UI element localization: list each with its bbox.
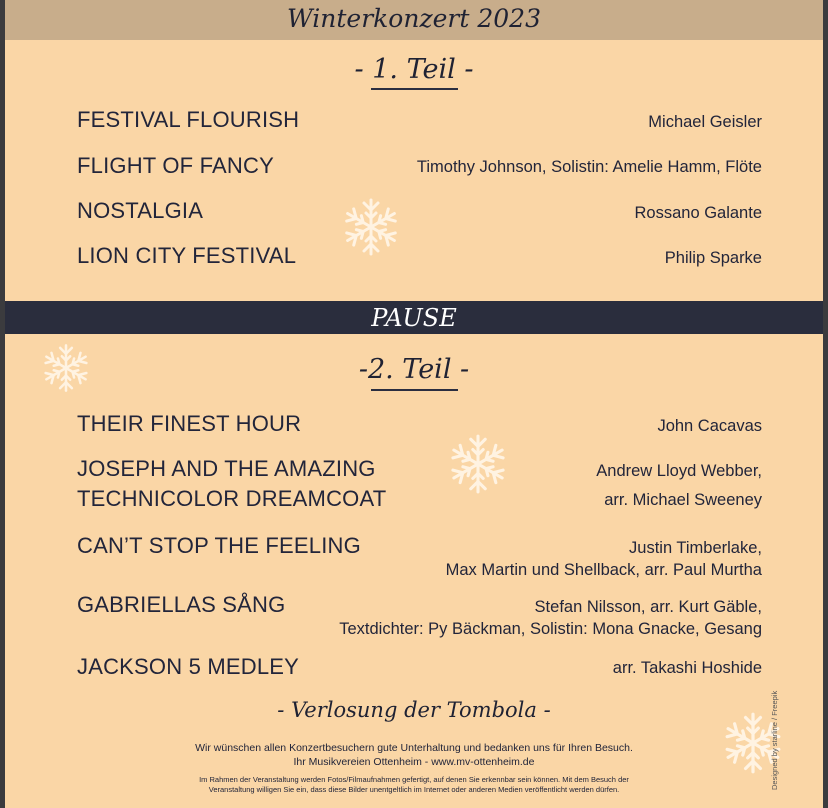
part1-title: FLIGHT OF FANCY [77, 153, 274, 178]
snowflake-icon [446, 432, 510, 496]
part1-title: FESTIVAL FLOURISH [77, 107, 300, 132]
part2-composer: Textdichter: Py Bäckman, Solistin: Mona Gnacke, Gesang [339, 620, 762, 638]
pause-label: PAUSE [371, 304, 457, 332]
footer-thanks: Wir wünschen allen Konzertbesuchern gute Unterhaltung und bedanken uns für Ihren Besuch. [195, 742, 633, 754]
design-credit: Designed by starline / Freepik [770, 690, 779, 790]
part1-composer: Philip Sparke [664, 249, 762, 267]
part2-title: TECHNICOLOR DREAMCOAT [77, 486, 387, 511]
concert-title: Winterkonzert 2023 [287, 4, 541, 33]
footer-disclaimer: Im Rahmen der Veranstaltung werden Fotos/Filmaufnahmen gefertigt, auf denen Sie erkennbar sein können. Mit dem Besuch der [199, 775, 629, 784]
part2-composer: arr. Michael Sweeney [604, 491, 762, 509]
part2-underline [371, 389, 458, 391]
part2-title: JOSEPH AND THE AMAZING [77, 456, 376, 481]
part2-title: GABRIELLAS SÅNG [77, 592, 286, 617]
part1-composer: Timothy Johnson, Solistin: Amelie Hamm, Flöte [416, 158, 762, 176]
footer-website: Ihr Musikvereien Ottenheim - www.mv-ottenheim.de [293, 756, 535, 768]
part2-title: CAN’T STOP THE FEELING [77, 533, 361, 558]
snowflake-icon [340, 196, 402, 258]
part2-composer: Stefan Nilsson, arr. Kurt Gäble, [534, 598, 762, 616]
part2-composer: Andrew Lloyd Webber, [596, 462, 762, 480]
part2-composer: Justin Timberlake, [629, 539, 762, 557]
part1-title: LION CITY FESTIVAL [77, 243, 297, 268]
part2-title: JACKSON 5 MEDLEY [77, 654, 300, 679]
part1-underline [371, 88, 458, 90]
part2-composer: Max Martin und Shellback, arr. Paul Murtha [445, 561, 762, 579]
part2-composer: arr. Takashi Hoshide [612, 659, 762, 677]
part1-title: NOSTALGIA [77, 198, 204, 223]
part1-heading: - 1. Teil - [354, 54, 474, 85]
part1-composer: Rossano Galante [634, 204, 762, 222]
part2-composer: John Cacavas [657, 417, 762, 435]
part2-title: THEIR FINEST HOUR [77, 411, 302, 436]
tombola-heading: - Verlosung der Tombola - [277, 698, 551, 722]
part1-composer: Michael Geisler [648, 113, 762, 131]
part2-heading: -2. Teil - [358, 354, 470, 385]
footer-disclaimer: Veranstaltung willigen Sie ein, dass diese Bilder unentgeltlich im Internet oder anderen Medien veröffentlicht werden dürfen. [208, 785, 620, 794]
